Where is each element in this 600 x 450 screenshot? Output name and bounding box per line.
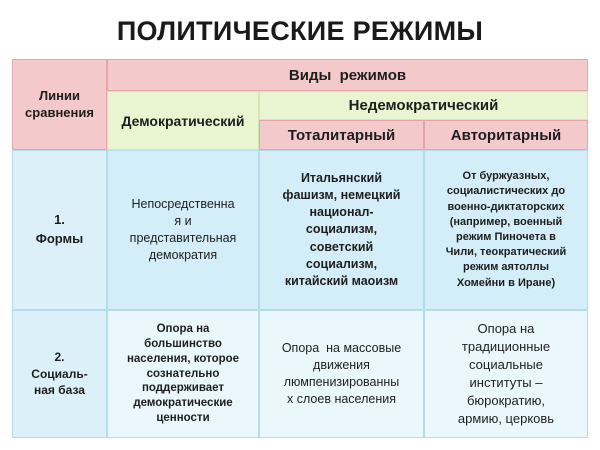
header-authoritarian: Авторитарный [424, 120, 588, 150]
row-social-base-democratic: Опора на большинство населения, которое сознательно поддерживает демократические ценности [107, 310, 259, 438]
row-forms-authoritarian: От буржуазных, социалистических до военно-диктаторских (например, военный режим Пиночета в Чили, теократический режим аятоллы Хомейни в Иране) [424, 150, 588, 310]
header-types-of-regimes: Виды режимов [107, 59, 588, 91]
page-title: ПОЛИТИЧЕСКИЕ РЕЖИМЫ [116, 16, 484, 46]
header-totalitarian: Тоталитарный [259, 120, 424, 150]
row-forms-label: 1. Формы [12, 150, 107, 310]
row-forms-totalitarian: Итальянский фашизм, немецкий национал- социализм, советский социализм, китайский маоизм [259, 150, 424, 310]
header-nondemocratic: Недемократический [259, 91, 588, 120]
row-social-base-authoritarian: Опора на традиционные социальные институты – бюрократию, армию, церковь [424, 310, 588, 438]
row-social-base-label: 2. Социаль- ная база [12, 310, 107, 438]
row-forms-democratic: Непосредственна я и представительная демократия [107, 150, 259, 310]
header-lines-of-comparison: Линии сравнения [12, 59, 107, 150]
row-social-base-totalitarian: Опора на массовые движения люмпенизированны х слоев населения [259, 310, 424, 438]
header-democratic: Демократический [107, 91, 259, 150]
